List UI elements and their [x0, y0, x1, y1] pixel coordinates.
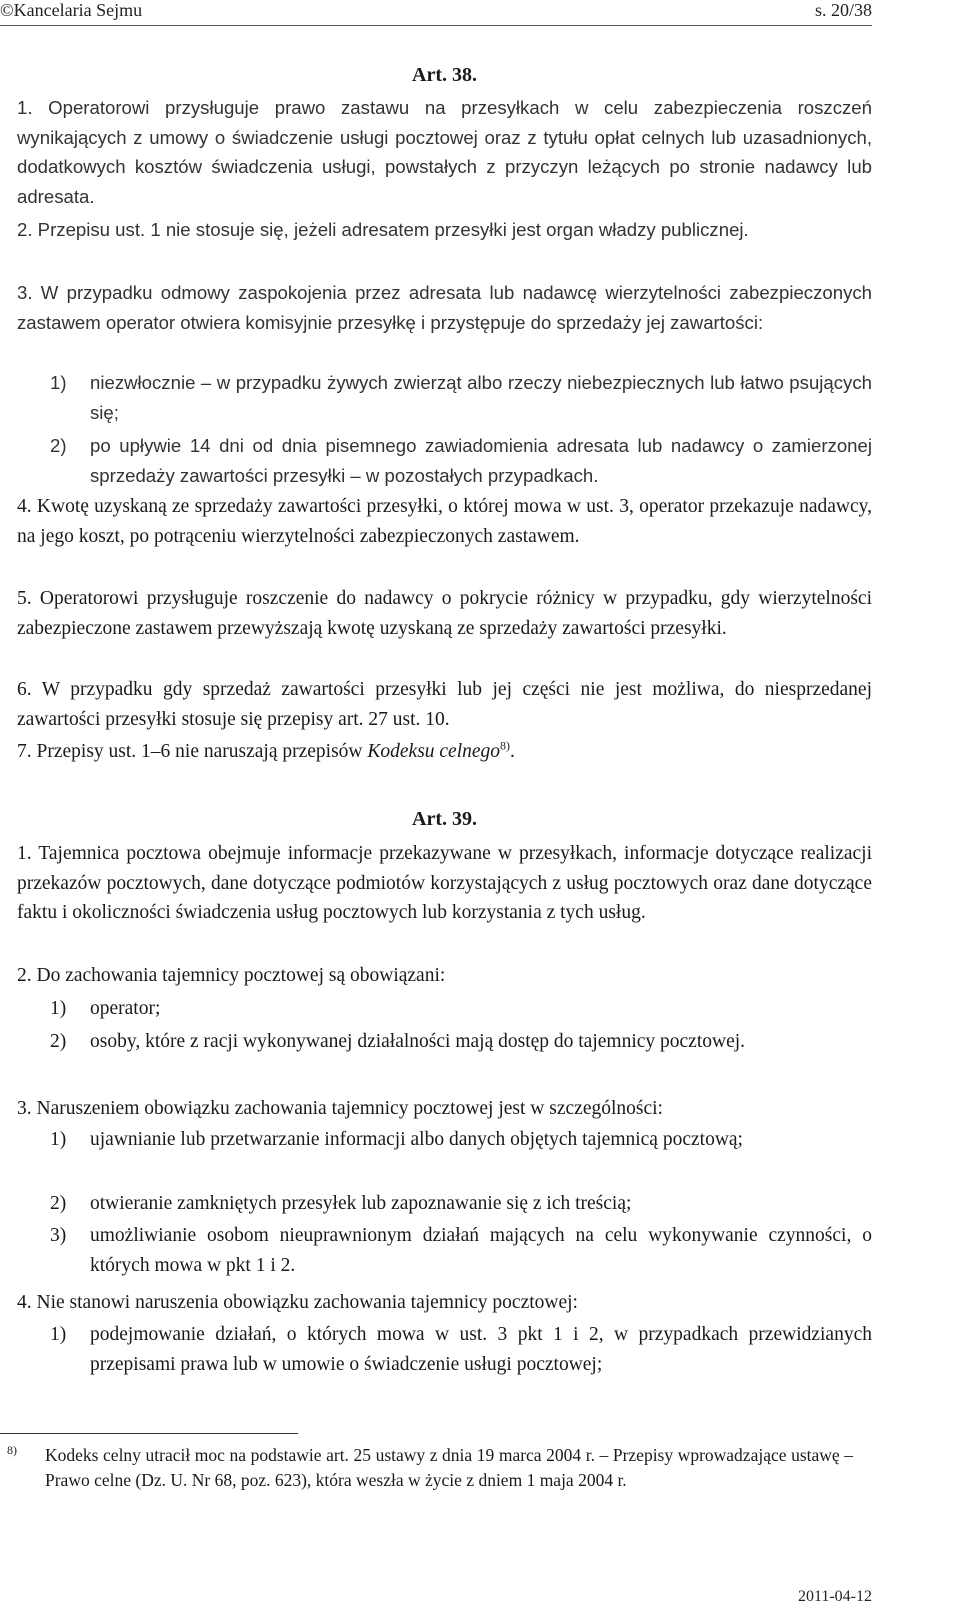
item-number: 1): [50, 998, 67, 1019]
item-text: ujawnianie lub przetwarzanie informacji albo danych objętych tajemnicą pocztową;: [90, 1129, 743, 1150]
item-text: otwieranie zamkniętych przesyłek lub zapoznawanie się z ich treścią;: [90, 1193, 632, 1214]
item-text: po upływie 14 dni od dnia pisemnego zawiadomienia adresata lub nadawcy o zamierzonej sprzedaży zawartości przesyłki – w pozostałych przypadkach.: [90, 435, 872, 486]
item-text: osoby, które z racji wykonywanej działalności mają dostęp do tajemnicy pocztowej.: [90, 1031, 746, 1052]
item-number: 2): [50, 1193, 67, 1214]
item-number: 1): [50, 1129, 67, 1150]
art39-p2-item-1: [50, 994, 872, 1024]
item-number: 1): [50, 1324, 67, 1345]
item-text: podejmowanie działań, o których mowa w ust. 3 pkt 1 i 2, w przypadkach przewidzianych przepisami prawa lub w umowie o świadczenie usługi pocztowej;: [90, 1324, 872, 1375]
item-number: 2): [50, 1031, 67, 1052]
art39-paragraph-1: 1. Tajemnica pocztowa obejmuje informacje przekazywane w przesyłkach, informacje dotyczące realizacji przekazów pocztowych, dane dotyczące podmiotów korzystających z usług pocztowych oraz dane dotyczące faktu i okoliczności świadczenia usług pocztowych lub korzystania z tych usług.: [17, 843, 872, 923]
article-39-title: Art. 39.: [412, 808, 477, 830]
item-text: operator;: [90, 998, 161, 1019]
footer-date: 2011-04-12: [797, 1588, 872, 1605]
art38-p3-item-1: [50, 368, 872, 427]
item-number: 3): [50, 1225, 67, 1246]
art38-p3-item-2: [50, 431, 872, 490]
art39-p3-item-3: [50, 1221, 872, 1280]
item-number: 2): [50, 435, 67, 456]
art38-paragraph-1: 1. Operatorowi przysługuje prawo zastawu na przesyłkach w celu zabezpieczenia roszczeń wynikających z umowy o świadczenie usługi pocztowej oraz z tytułu opłat celnych lub uzasadnionych, dodatkowych kosztów świadczenia usługi, powstałych z przyczyn leżących po stronie nadawcy lub adresata.: [17, 97, 872, 207]
header-page-number: s. 20/38: [814, 0, 872, 20]
header-source: ©Kancelaria Sejmu: [0, 0, 143, 20]
p7-prefix: 7. Przepisy ust. 1–6 nie naruszają przepisów: [17, 741, 368, 762]
article-38-title: Art. 38.: [412, 64, 477, 86]
art38-paragraph-7: [17, 737, 872, 767]
footnote: [7, 1443, 853, 1493]
footnote-mark: 8): [7, 1443, 17, 1457]
header-rule: [0, 25, 872, 26]
art39-p2-item-2: [50, 1027, 872, 1057]
item-text: niezwłocznie – w przypadku żywych zwierząt albo rzeczy niebezpiecznych lub łatwo psujących się;: [90, 372, 872, 423]
code-title: Kodeksu celnego: [367, 741, 501, 762]
art39-paragraph-2: 2. Do zachowania tajemnicy pocztowej są obowiązani:: [17, 965, 446, 986]
art39-p3-item-1: [50, 1125, 872, 1155]
art39-p4-item-1: [50, 1320, 872, 1379]
art38-paragraph-5: 5. Operatorowi przysługuje roszczenie do nadawcy o pokrycie różnicy w przypadku, gdy wierzytelności zabezpieczone zastawem przewyższają kwotę uzyskaną ze sprzedaży zawartości przesyłki.: [17, 588, 872, 639]
art38-paragraph-4: 4. Kwotę uzyskaną ze sprzedaży zawartości przesyłki, o której mowa w ust. 3, operator przekazuje nadawcy, na jego koszt, po potrąceniu wierzytelności zabezpieczonych zastawem.: [17, 496, 872, 547]
art39-paragraph-3: 3. Naruszeniem obowiązku zachowania tajemnicy pocztowej jest w szczególności:: [17, 1098, 663, 1119]
footnote-rule: [0, 1433, 298, 1434]
footnote-ref: 8): [500, 738, 511, 753]
item-text: umożliwianie osobom nieuprawnionym działań mających na celu wykonywanie czynności, o których mowa w pkt 1 i 2.: [90, 1225, 872, 1276]
art39-paragraph-4: 4. Nie stanowi naruszenia obowiązku zachowania tajemnicy pocztowej:: [17, 1292, 578, 1313]
footnote-text: Kodeks celny utracił moc na podstawie art. 25 ustawy z dnia 19 marca 2004 r. – Przepisy wprowadzające ustawę – Prawo celne (Dz. U. Nr 68, poz. 623), która weszła w życie z dniem 1 maja 2004 r.: [45, 1445, 853, 1490]
art38-paragraph-2: 2. Przepisu ust. 1 nie stosuje się, jeżeli adresatem przesyłki jest organ władzy publicznej.: [17, 219, 749, 240]
p7-suffix: .: [510, 741, 515, 762]
art39-p3-item-2: [50, 1189, 872, 1219]
art38-paragraph-3: 3. W przypadku odmowy zaspokojenia przez adresata lub nadawcę wierzytelności zabezpieczonych zastawem operator otwiera komisyjnie przesyłkę i przystępuje do sprzedaży jej zawartości:: [17, 282, 872, 333]
art38-paragraph-6: 6. W przypadku gdy sprzedaż zawartości przesyłki lub jej części nie jest możliwa, do niesprzedanej zawartości przesyłki stosuje się przepisy art. 27 ust. 10.: [17, 679, 872, 730]
item-number: 1): [50, 372, 67, 393]
